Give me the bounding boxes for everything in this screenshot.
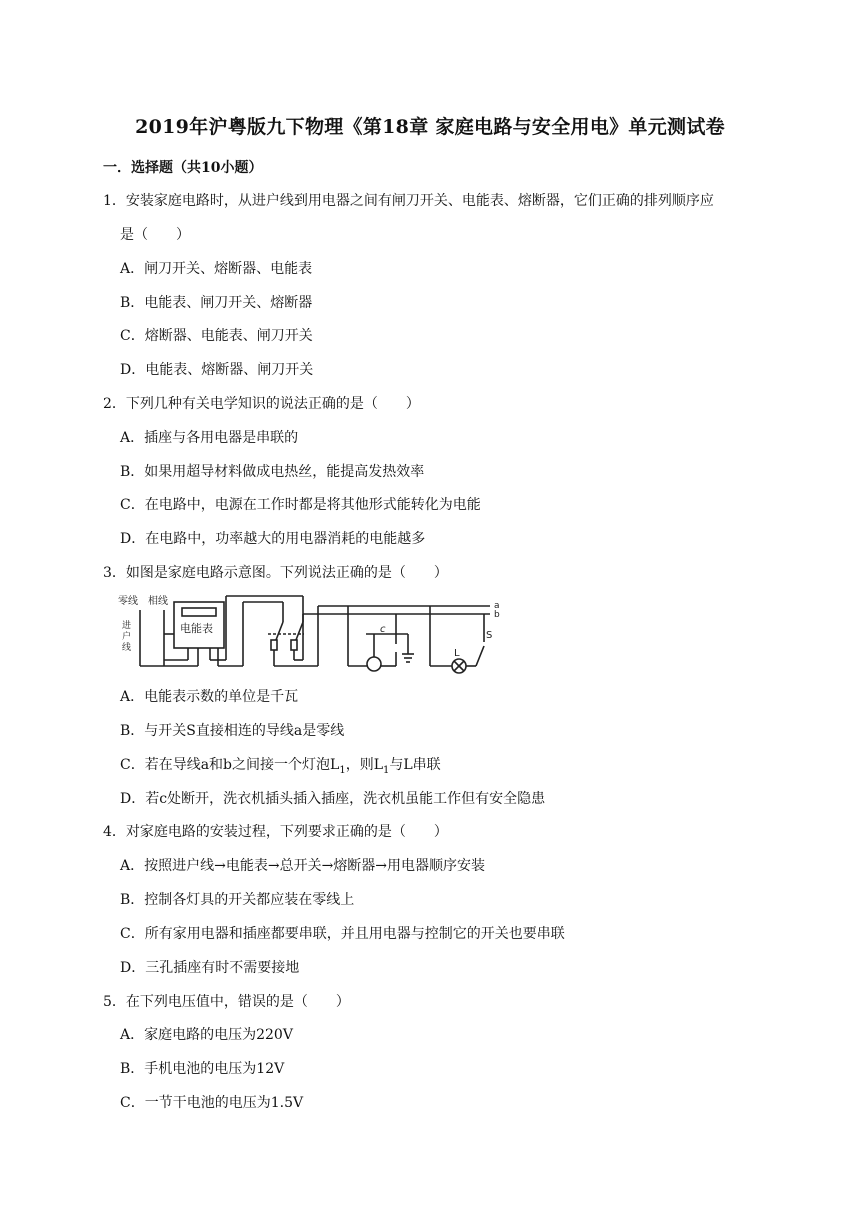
- option-c-text-3: 与L串联: [389, 757, 441, 773]
- option-c-text-1: C．若在导线a和b之间接一个灯泡L: [120, 757, 340, 773]
- label-entry-2: 户: [122, 632, 132, 642]
- option-c-text-2: ，则L: [345, 757, 383, 773]
- option-b: B．控制各灯具的开关都应装在零线上: [120, 892, 355, 908]
- option-c: [120, 754, 441, 776]
- option-b: B．手机电池的电压为12V: [120, 1061, 285, 1077]
- option-b: B．电能表、闸刀开关、熔断器: [120, 295, 313, 311]
- question-number: 3．: [103, 565, 126, 581]
- question-text: 在下列电压值中，错误的是（ ）: [125, 994, 350, 1010]
- question-number: 2．: [103, 396, 126, 412]
- option-c: C．所有家用电器和插座都要串联，并且用电器与控制它的开关也要串联: [120, 926, 565, 942]
- question-text: 安装家庭电路时，从进户线到用电器之间有闸刀开关、电能表、熔断器，它们正确的排列顺序应: [125, 193, 714, 209]
- label-entry-3: 线: [122, 643, 132, 653]
- question-5: [103, 991, 350, 1011]
- option-b: B．如果用超导材料做成电热丝，能提高发热效率: [120, 464, 425, 480]
- question-3: [103, 562, 448, 582]
- question-number: 4．: [103, 824, 126, 840]
- option-a: A．闸刀开关、熔断器、电能表: [120, 261, 313, 277]
- section-heading: 一．选择题（共10小题）: [103, 160, 263, 176]
- option-a: A．家庭电路的电压为220V: [120, 1027, 293, 1043]
- question-number: 5．: [103, 994, 126, 1010]
- option-c: C．在电路中，电源在工作时都是将其他形式能转化为电能: [120, 497, 481, 513]
- label-c: c: [380, 624, 386, 635]
- label-live-wire: 相线: [148, 596, 168, 607]
- subscript-1: 1: [339, 764, 346, 776]
- option-a: A．按照进户线→电能表→总开关→熔断器→用电器顺序安装: [120, 858, 486, 874]
- label-entry-1: 进: [122, 621, 132, 631]
- question-text-continued: 是（ ）: [120, 227, 190, 243]
- option-b: B．与开关S直接相连的导线a是零线: [120, 723, 345, 739]
- option-d: D．电能表、熔断器、闸刀开关: [120, 362, 314, 378]
- option-a: A．插座与各用电器是串联的: [120, 430, 299, 446]
- question-number: 1．: [103, 193, 126, 209]
- option-a: A．电能表示数的单位是千瓦: [120, 689, 299, 705]
- option-c: C．一节干电池的电压为1.5V: [120, 1095, 304, 1111]
- label-L: L: [454, 648, 460, 659]
- option-c: C．熔断器、电能表、闸刀开关: [120, 328, 313, 344]
- meter-label: 电能表: [180, 622, 213, 635]
- option-d: D．三孔插座有时不需要接地: [120, 960, 300, 976]
- option-d: D．在电路中，功率越大的用电器消耗的电能越多: [120, 531, 426, 547]
- label-S: S: [486, 630, 493, 641]
- question-text: 如图是家庭电路示意图。下列说法正确的是（ ）: [125, 565, 448, 581]
- question-4: [103, 821, 448, 841]
- wire-b-label: b: [494, 610, 500, 620]
- question-2: [103, 393, 420, 413]
- subscript-1: 1: [383, 764, 390, 776]
- question-text: 下列几种有关电学知识的说法正确的是（ ）: [125, 396, 420, 412]
- circuit-diagram: [118, 594, 506, 674]
- page-title: 2019年沪粤版九下物理《第18章 家庭电路与安全用电》单元测试卷: [135, 116, 725, 138]
- wire-a-label: a: [494, 601, 500, 611]
- question-1: [103, 190, 714, 210]
- question-text: 对家庭电路的安装过程，下列要求正确的是（ ）: [125, 824, 448, 840]
- label-neutral-wire: 零线: [118, 596, 138, 607]
- option-d: D．若c处断开，洗衣机插头插入插座，洗衣机虽能工作但有安全隐患: [120, 791, 546, 807]
